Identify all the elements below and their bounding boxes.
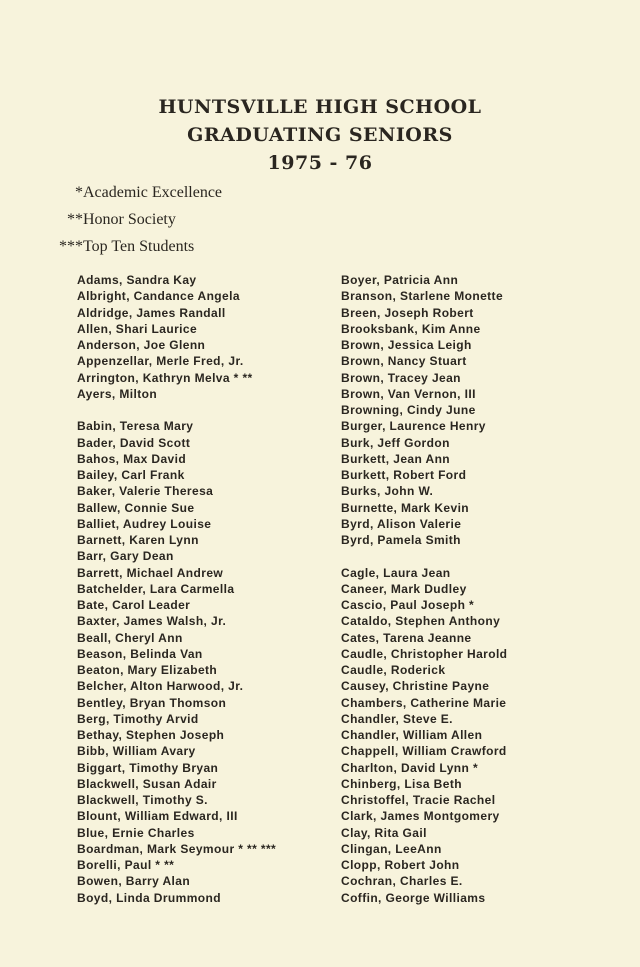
senior-name: Bentley, Bryan Thomson bbox=[77, 695, 227, 710]
senior-name: Bibb, William Avary bbox=[77, 744, 196, 759]
senior-name: Biggart, Timothy Bryan bbox=[77, 760, 219, 775]
senior-name: Burnette, Mark Kevin bbox=[341, 500, 470, 515]
senior-name: Burks, John W. bbox=[341, 484, 434, 499]
section-spacer bbox=[77, 402, 276, 418]
senior-name: Appenzellar, Merle Fred, Jr. bbox=[77, 354, 244, 369]
senior-name: Byrd, Pamela Smith bbox=[341, 533, 461, 547]
senior-name: Breen, Joseph Robert bbox=[341, 305, 474, 320]
school-title: HUNTSVILLE HIGH SCHOOL bbox=[158, 96, 482, 118]
senior-name: Burkett, Robert Ford bbox=[341, 468, 467, 482]
senior-name: Blackwell, Timothy S. bbox=[77, 793, 208, 807]
senior-name: Caudle, Christopher Harold bbox=[341, 646, 508, 661]
senior-name: Chandler, William Allen bbox=[341, 728, 483, 742]
senior-name: Balliet, Audrey Louise bbox=[77, 516, 212, 531]
school-year: 1975 - 76 bbox=[267, 152, 373, 174]
senior-name: Barr, Gary Dean bbox=[77, 549, 174, 564]
senior-name: Albright, Candance Angela bbox=[77, 289, 240, 304]
senior-name: Brooksbank, Kim Anne bbox=[341, 321, 481, 336]
senior-name: Browning, Cindy June bbox=[341, 403, 476, 417]
senior-name: Arrington, Kathryn Melva * ** bbox=[77, 370, 253, 385]
senior-name: Beaton, Mary Elizabeth bbox=[77, 663, 218, 677]
senior-name: Barrett, Michael Andrew bbox=[77, 565, 224, 580]
senior-name: Blackwell, Susan Adair bbox=[77, 776, 217, 791]
senior-name: Baxter, James Walsh, Jr. bbox=[77, 614, 227, 629]
senior-name: Clay, Rita Gail bbox=[341, 825, 427, 840]
senior-name: Chambers, Catherine Marie bbox=[341, 695, 507, 710]
senior-name: Branson, Starlene Monette bbox=[341, 289, 504, 304]
senior-name: Burkett, Jean Ann bbox=[341, 451, 451, 466]
senior-name: Boyer, Patricia Ann bbox=[341, 273, 459, 287]
senior-name: Bahos, Max David bbox=[77, 451, 187, 466]
section-spacer bbox=[341, 548, 507, 564]
senior-name: Allen, Shari Laurice bbox=[77, 321, 198, 336]
senior-name: Cagle, Laura Jean bbox=[341, 565, 451, 580]
senior-name: Brown, Van Vernon, III bbox=[341, 386, 476, 401]
legend-top-ten: ***Top Ten Students bbox=[59, 238, 195, 255]
senior-name: Babin, Teresa Mary bbox=[77, 419, 194, 434]
senior-name: Baker, Valerie Theresa bbox=[77, 484, 214, 499]
senior-name: Chinberg, Lisa Beth bbox=[341, 776, 462, 791]
legend-academic-excellence: *Academic Excellence bbox=[75, 184, 223, 201]
senior-name: Brown, Tracey Jean bbox=[341, 370, 461, 385]
senior-name: Barnett, Karen Lynn bbox=[77, 533, 199, 547]
senior-name: Burk, Jeff Gordon bbox=[341, 435, 450, 450]
senior-name: Boardman, Mark Seymour * ** *** bbox=[77, 841, 277, 856]
senior-name: Beall, Cheryl Ann bbox=[77, 630, 183, 645]
senior-name: Borelli, Paul * ** bbox=[77, 858, 175, 872]
senior-name: Adams, Sandra Kay bbox=[77, 273, 197, 287]
senior-name: Chappell, William Crawford bbox=[341, 744, 507, 759]
senior-list-left-column bbox=[77, 272, 276, 906]
senior-name: Blue, Ernie Charles bbox=[77, 825, 195, 840]
senior-name: Clingan, LeeAnn bbox=[341, 841, 442, 856]
senior-name: Blount, William Edward, III bbox=[77, 809, 238, 824]
senior-name: Coffin, George Williams bbox=[341, 890, 486, 905]
senior-name: Clopp, Robert John bbox=[341, 858, 460, 872]
senior-name: Burger, Laurence Henry bbox=[341, 419, 486, 434]
senior-name: Brown, Nancy Stuart bbox=[341, 354, 467, 369]
list-title: GRADUATING SENIORS bbox=[187, 124, 453, 146]
senior-name: Clark, James Montgomery bbox=[341, 809, 500, 824]
senior-name: Charlton, David Lynn * bbox=[341, 760, 479, 775]
legend-honor-society: **Honor Society bbox=[67, 211, 176, 228]
senior-name: Cates, Tarena Jeanne bbox=[341, 630, 472, 645]
senior-name: Cochran, Charles E. bbox=[341, 874, 463, 889]
senior-name: Bowen, Barry Alan bbox=[77, 874, 191, 889]
senior-name: Caneer, Mark Dudley bbox=[341, 581, 467, 596]
senior-name: Brown, Jessica Leigh bbox=[341, 338, 472, 352]
senior-name: Causey, Christine Payne bbox=[341, 679, 490, 694]
senior-name: Ayers, Milton bbox=[77, 386, 158, 401]
senior-name: Bader, David Scott bbox=[77, 435, 191, 450]
senior-name: Batchelder, Lara Carmella bbox=[77, 581, 235, 596]
senior-name: Boyd, Linda Drummond bbox=[77, 890, 221, 905]
senior-name: Caudle, Roderick bbox=[341, 663, 446, 677]
senior-name: Aldridge, James Randall bbox=[77, 305, 226, 320]
senior-name: Bailey, Carl Frank bbox=[77, 468, 185, 482]
senior-name: Cascio, Paul Joseph * bbox=[341, 598, 475, 612]
senior-name: Chandler, Steve E. bbox=[341, 711, 453, 726]
senior-name: Bethay, Stephen Joseph bbox=[77, 728, 225, 742]
senior-name: Beason, Belinda Van bbox=[77, 646, 203, 661]
senior-name: Anderson, Joe Glenn bbox=[77, 338, 206, 352]
senior-name: Byrd, Alison Valerie bbox=[341, 516, 462, 531]
senior-list-right-column bbox=[341, 272, 507, 906]
senior-name: Christoffel, Tracie Rachel bbox=[341, 793, 496, 807]
senior-name: Berg, Timothy Arvid bbox=[77, 711, 199, 726]
senior-name: Cataldo, Stephen Anthony bbox=[341, 614, 501, 629]
senior-name: Belcher, Alton Harwood, Jr. bbox=[77, 679, 244, 694]
senior-name: Ballew, Connie Sue bbox=[77, 500, 195, 515]
senior-name: Bate, Carol Leader bbox=[77, 598, 191, 612]
